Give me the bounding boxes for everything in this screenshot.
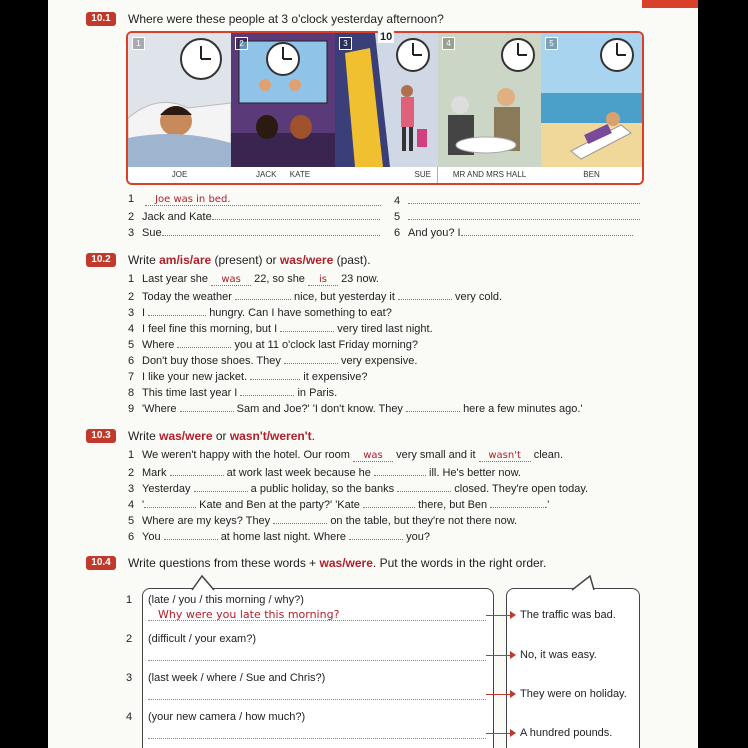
answer-field[interactable] xyxy=(490,497,544,508)
workbook-page xyxy=(48,0,698,748)
question-prompt: (late / you / this morning / why?) xyxy=(148,594,304,606)
ex1-item-1 xyxy=(128,193,381,206)
ex1-item-5 xyxy=(394,209,640,223)
question-number: 3 xyxy=(126,672,133,684)
panel-number: 4 xyxy=(442,37,455,50)
ex2-item-8: 8 This time last year I in Paris. xyxy=(128,387,338,399)
restaurant-illustration xyxy=(438,33,541,167)
answer-field[interactable]: is xyxy=(308,274,338,286)
ex3-item-2: 2 Mark at work last week because he ill. He's better now. xyxy=(128,467,521,479)
answer-field[interactable] xyxy=(180,401,234,412)
arrow-icon xyxy=(510,690,516,698)
ex2-item-1: 1 Last year she was 22, so she is 23 now. xyxy=(128,273,379,285)
ex3-item-1: 1 We weren't happy with the hotel. Our room was very small and it wasn't clean. xyxy=(128,449,564,461)
answer-field[interactable]: was xyxy=(353,450,393,462)
panel-number: 5 xyxy=(545,37,558,50)
exercise-number-10-1: 10.1 xyxy=(86,12,116,26)
cinema-illustration xyxy=(231,33,335,167)
answer-field[interactable] xyxy=(177,337,231,348)
panel-number: 2 xyxy=(235,37,248,50)
answer-field[interactable] xyxy=(235,289,291,300)
ex2-item-4: 4 I feel fine this morning, but I very tired last night. xyxy=(128,323,433,335)
joe-in-bed-illustration xyxy=(128,33,231,167)
exercise-number-10-2: 10.2 xyxy=(86,253,116,267)
panel-label-jack-kate: JACK KATE xyxy=(231,167,336,183)
response-text: The traffic was bad. xyxy=(520,609,616,621)
question-number: 2 xyxy=(126,633,133,645)
answer-rule[interactable] xyxy=(148,738,486,739)
item-number: 5 xyxy=(394,211,401,223)
ex1-item-2 xyxy=(128,209,380,223)
response-text: They were on holiday. xyxy=(520,688,627,700)
arrow-icon xyxy=(510,729,516,737)
arrow-icon xyxy=(510,611,516,619)
page-number: 10 xyxy=(380,31,393,43)
item-text: Sue xyxy=(142,227,162,239)
panel-label-ben: BEN xyxy=(541,167,642,183)
question-prompt: (last week / where / Sue and Chris?) xyxy=(148,672,326,684)
answer-field[interactable] xyxy=(397,481,451,492)
arrow-line xyxy=(486,733,512,734)
answer-field[interactable]: Joe was in bed. xyxy=(145,194,381,206)
answer-field[interactable] xyxy=(212,209,380,220)
panel-restaurant xyxy=(438,33,541,167)
response-text: A hundred pounds. xyxy=(520,727,613,739)
panel-joe-in-bed xyxy=(128,33,231,167)
answer-rule xyxy=(148,620,486,621)
ex1-item-4 xyxy=(394,193,640,207)
exercise-title-10-3: Write was/were or wasn't/weren't. xyxy=(128,429,315,443)
ex2-item-2: 2 Today the weather nice, but yesterday it very cold. xyxy=(128,291,503,303)
panel-label-joe: JOE xyxy=(128,167,232,183)
question-answer[interactable]: Why were you late this morning? xyxy=(158,608,340,621)
bubble-tail-right xyxy=(570,574,596,592)
ex2-item-5: 5 Where you at 11 o'clock last Friday morning? xyxy=(128,339,419,351)
item-number: 2 xyxy=(128,211,135,223)
response-text: No, it was easy. xyxy=(520,649,597,661)
answer-field[interactable] xyxy=(408,193,640,204)
ex2-item-9: 9 'Where Sam and Joe?' 'I don't know. They here a few minutes ago.' xyxy=(128,403,583,415)
arrow-line xyxy=(486,615,512,616)
beach-illustration xyxy=(541,33,642,167)
answer-field[interactable]: wasn't xyxy=(479,450,531,462)
answer-field[interactable] xyxy=(408,209,640,220)
answer-field[interactable] xyxy=(461,225,633,236)
panel-beach xyxy=(541,33,642,167)
answer-field[interactable] xyxy=(284,353,338,364)
exercise-title-10-2: Write am/is/are (present) or was/were (past). xyxy=(128,253,371,267)
answer-field[interactable] xyxy=(240,385,294,396)
exercise-title-10-4: Write questions from these words + was/were. Put the words in the right order. xyxy=(128,556,547,570)
item-number: 1 xyxy=(128,193,135,205)
answer-field[interactable] xyxy=(406,401,460,412)
exercise-number-10-4: 10.4 xyxy=(86,556,116,570)
answer-field[interactable] xyxy=(162,225,380,236)
answer-field[interactable] xyxy=(349,529,403,540)
answer-field[interactable] xyxy=(170,465,224,476)
ex3-item-6: 6 You at home last night. Where you? xyxy=(128,531,431,543)
answer-rule[interactable] xyxy=(148,660,486,661)
question-number: 4 xyxy=(126,711,133,723)
answer-field[interactable] xyxy=(194,481,248,492)
page-corner-tab xyxy=(642,0,698,8)
answer-field[interactable] xyxy=(398,289,452,300)
answer-field[interactable] xyxy=(148,305,206,316)
bubble-tail-left xyxy=(190,574,216,592)
answer-field[interactable]: was xyxy=(211,274,251,286)
answer-rule[interactable] xyxy=(148,699,486,700)
answer-field[interactable] xyxy=(164,529,218,540)
picture-strip xyxy=(126,31,644,185)
item-text: And you? I xyxy=(408,227,461,239)
answer-field[interactable] xyxy=(273,513,327,524)
question-number: 1 xyxy=(126,594,133,606)
ex3-item-5: 5 Where are my keys? They on the table, but they're not there now. xyxy=(128,515,518,527)
ex2-item-7: 7 I like your new jacket. it expensive? xyxy=(128,371,368,383)
panel-station xyxy=(335,33,438,167)
item-number: 6 xyxy=(394,227,401,239)
ex2-item-6: 6 Don't buy those shoes. They very expensive. xyxy=(128,355,418,367)
exercise-title-10-1: Where were these people at 3 o'clock yesterday afternoon? xyxy=(128,12,444,26)
ex1-item-6 xyxy=(394,225,633,239)
panel-label-halls: MR AND MRS HALL xyxy=(438,167,542,183)
item-number: 4 xyxy=(394,195,401,207)
ex1-item-3 xyxy=(128,225,380,239)
arrow-line xyxy=(486,655,512,656)
panel-number: 3 xyxy=(339,37,352,50)
question-prompt: (your new camera / how much?) xyxy=(148,711,306,723)
question-prompt: (difficult / your exam?) xyxy=(148,633,257,645)
item-number: 3 xyxy=(128,227,135,239)
ex3-item-4: 4 ' Kate and Ben at the party?' 'Kate there, but Ben .' xyxy=(128,499,550,511)
panel-number: 1 xyxy=(132,37,145,50)
answer-field[interactable] xyxy=(280,321,334,332)
ex3-item-3: 3 Yesterday a public holiday, so the banks closed. They're open today. xyxy=(128,483,589,495)
answer-field[interactable] xyxy=(374,465,426,476)
panel-label-sue: SUE xyxy=(335,167,438,183)
answer-field[interactable] xyxy=(363,497,415,508)
panel-cinema xyxy=(231,33,335,167)
exercise-number-10-3: 10.3 xyxy=(86,429,116,443)
answer-field[interactable] xyxy=(250,369,300,380)
ex2-item-3: 3 I hungry. Can I have something to eat? xyxy=(128,307,392,319)
arrow-icon xyxy=(510,651,516,659)
station-illustration xyxy=(335,33,438,167)
answer-field[interactable] xyxy=(144,497,196,508)
arrow-line xyxy=(486,694,512,695)
item-text: Jack and Kate xyxy=(142,211,212,223)
